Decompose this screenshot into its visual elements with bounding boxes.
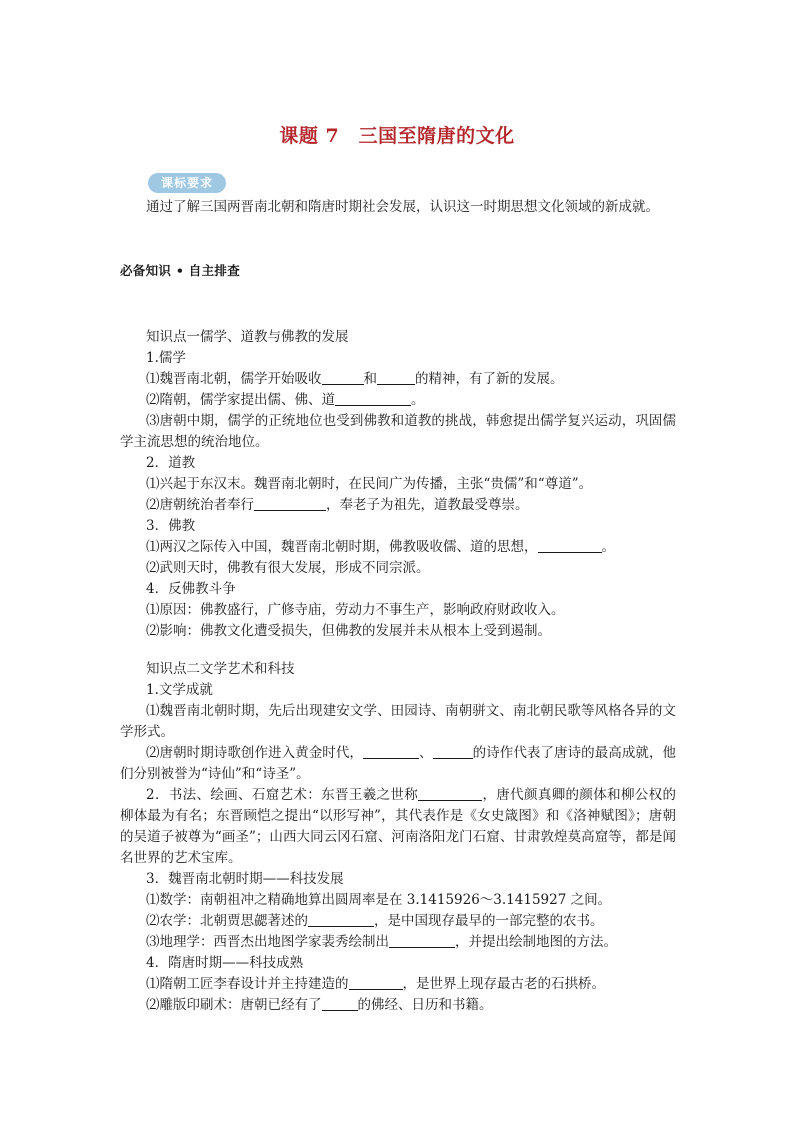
- fill-blank[interactable]: [308, 912, 374, 927]
- fill-blank[interactable]: [538, 538, 602, 553]
- kp1-item-4: 4．反佛教斗争: [146, 581, 236, 597]
- fill-blank[interactable]: [363, 744, 419, 759]
- kp2-item-4-1: ⑴隋朝工匠李春设计并主持建造的 ，是世界上现存最古老的石拱桥。: [146, 976, 605, 992]
- kp2-item-1-1: ⑴魏晋南北朝时期，先后出现建安文学、田园诗、南朝骈文、南北朝民歌等风格各异的文学形式。: [120, 703, 676, 740]
- kp1-item-1-1: ⑴魏晋南北朝，儒学开始吸收 和 的精神，有了新的发展。: [146, 371, 564, 387]
- kp1-item-1-2: ⑵隋朝，儒学家提出儒、佛、道 。: [146, 392, 425, 408]
- kp2-heading: 知识点二文学艺术和科技: [146, 661, 295, 677]
- kp2-item-3-3: ⑶地理学：西晋杰出地图学家裴秀绘制出 ，并提出绘制地图的方法。: [146, 934, 617, 950]
- kp1-item-3: 3．佛教: [146, 518, 196, 534]
- fill-blank[interactable]: [349, 975, 403, 990]
- fill-blank[interactable]: [322, 370, 364, 385]
- kp1-item-2-1: ⑴兴起于东汉末。魏晋南北朝时，在民间广为传播，主张“贵儒”和“尊道”。: [146, 476, 593, 492]
- fill-blank[interactable]: [322, 996, 358, 1011]
- kp1-item-2-2: ⑵唐朝统治者奉行 ，奉老子为祖先，道教最受尊崇。: [146, 497, 529, 513]
- curriculum-badge: 课标要求: [148, 173, 226, 193]
- kp1-item-1: 1.儒学: [146, 350, 186, 366]
- fill-blank[interactable]: [389, 933, 455, 948]
- fill-blank[interactable]: [377, 370, 415, 385]
- kp2-item-1-2: ⑵唐朝时期诗歌创作进入黄金时代， 、 的诗作代表了唐诗的最高成就，他们分别被誉为“诗仙”和“诗圣”。: [120, 745, 677, 782]
- fill-blank[interactable]: [418, 786, 482, 801]
- fill-blank[interactable]: [433, 744, 473, 759]
- kp1-item-4-1: ⑴原因：佛教盛行，广修寺庙，劳动力不事生产，影响政府财政收入。: [146, 602, 565, 618]
- fill-blank[interactable]: [254, 496, 326, 511]
- knowledge-point-1: [120, 327, 676, 642]
- section-title: 必备知识 • 自主排查: [120, 263, 240, 278]
- kp2-item-4-2: ⑵雕版印刷术：唐朝已经有了 的佛经、日历和书籍。: [146, 997, 493, 1013]
- intro-text: 通过了解三国两晋南北朝和隋唐时期社会发展，认识这一时期思想文化领域的新成就。: [146, 199, 659, 215]
- fill-blank[interactable]: [335, 391, 411, 406]
- kp2-item-3: 3．魏晋南北朝时期——科技发展: [146, 871, 344, 887]
- kp1-item-1-3: ⑶唐朝中期，儒学的正统地位也受到佛教和道教的挑战，韩愈提出儒学复兴运动，巩固儒学主流思想的统治地位。: [120, 413, 676, 450]
- kp2-item-1: 1.文学成就: [146, 682, 213, 698]
- knowledge-point-2: [120, 659, 676, 1016]
- kp2-item-3-2: ⑵农学：北朝贾思勰著述的 ，是中国现存最早的一部完整的农书。: [146, 913, 604, 929]
- page-title: 课题 7 三国至隋唐的文化: [279, 125, 515, 147]
- kp2-item-2: 2．书法、绘画、石窟艺术：东晋王羲之世称 ，唐代颜真卿的颜体和柳公权的柳体最为有名；东晋顾恺之提出“以形写神”，其代表作是《女史箴图》和《洛神赋图》；唐朝的吴道子被尊为“画圣”；山西大同云冈石窟、河南洛阳龙门石窟、甘肃敦煌莫高窟等，都是闻名世界的艺术宝库。: [120, 787, 676, 866]
- kp2-item-4: 4．隋唐时期——科技成熟: [146, 955, 304, 971]
- kp1-heading: 知识点一儒学、道教与佛教的发展: [146, 329, 349, 345]
- kp2-item-3-1: ⑴数学：南朝祖冲之精确地算出圆周率是在 3.1415926～3.1415927 之间。: [146, 892, 612, 908]
- kp1-item-4-2: ⑵影响：佛教文化遭受损失，但佛教的发展并未从根本上受到遏制。: [146, 623, 551, 639]
- kp1-item-3-2: ⑵武则天时，佛教有很大发展，形成不同宗派。: [146, 560, 430, 576]
- kp1-item-3-1: ⑴两汉之际传入中国，魏晋南北朝时期，佛教吸收儒、道的思想， 。: [146, 539, 615, 555]
- kp1-item-2: 2．道教: [146, 455, 196, 471]
